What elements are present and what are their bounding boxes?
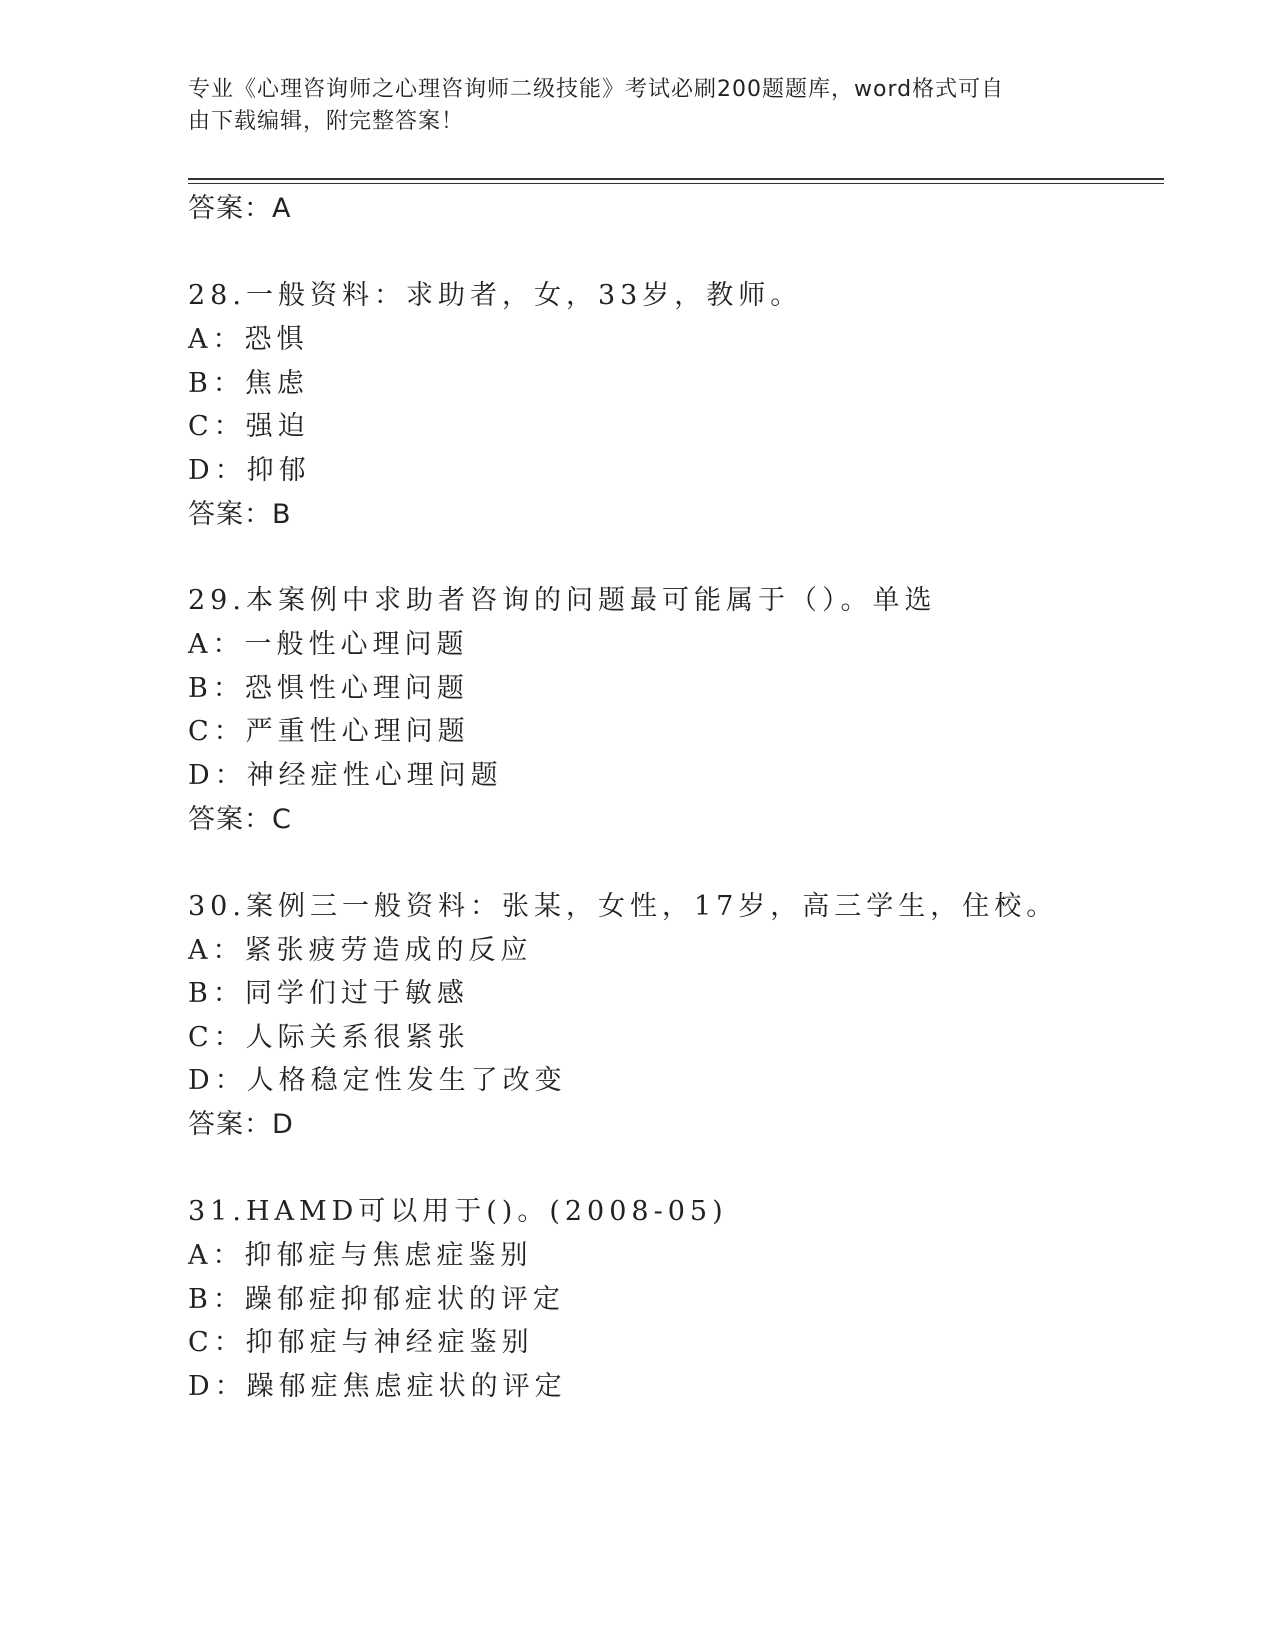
answer-28: 答案：B <box>188 499 292 530</box>
option-29-c: C：严重性心理问题 <box>188 716 470 747</box>
option-29-d: D：神经症性心理问题 <box>188 760 503 791</box>
answer-29: 答案：C <box>188 804 292 835</box>
question-29: 29.本案例中求助者咨询的问题最可能属于（）。单选 <box>188 585 937 616</box>
question-30: 30.案例三一般资料：张某，女性，17岁，高三学生，住校。 <box>188 891 1059 922</box>
question-31: 31.HAMD可以用于()。(2008-05) <box>188 1196 728 1227</box>
title-line-1: 专业《心理咨询师之心理咨询师二级技能》考试必刷200题题库，word格式可自 <box>188 77 1005 102</box>
option-30-a: A：紧张疲劳造成的反应 <box>188 935 533 966</box>
header-divider-thin <box>188 183 1164 184</box>
option-30-b: B：同学们过于敏感 <box>188 978 469 1009</box>
header-divider-thick <box>188 178 1164 180</box>
question-28: 28.一般资料：求助者，女，33岁，教师。 <box>188 280 803 311</box>
option-31-c: C：抑郁症与神经症鉴别 <box>188 1327 534 1358</box>
answer-prev: 答案：A <box>188 193 292 224</box>
option-29-a: A：一般性心理问题 <box>188 629 469 660</box>
option-28-c: C：强迫 <box>188 411 310 442</box>
option-28-d: D：抑郁 <box>188 455 311 486</box>
option-28-b: B：焦虑 <box>188 368 309 399</box>
option-31-d: D：躁郁症焦虑症状的评定 <box>188 1371 567 1402</box>
option-28-a: A：恐惧 <box>188 324 309 355</box>
option-31-a: A：抑郁症与焦虑症鉴别 <box>188 1240 533 1271</box>
option-29-b: B：恐惧性心理问题 <box>188 673 469 704</box>
option-30-d: D：人格稳定性发生了改变 <box>188 1065 567 1096</box>
document-title <box>188 74 1068 138</box>
option-31-b: B：躁郁症抑郁症状的评定 <box>188 1284 565 1315</box>
title-line-2: 由下载编辑，附完整答案！ <box>188 109 465 134</box>
option-30-c: C：人际关系很紧张 <box>188 1022 470 1053</box>
answer-30: 答案：D <box>188 1109 294 1140</box>
